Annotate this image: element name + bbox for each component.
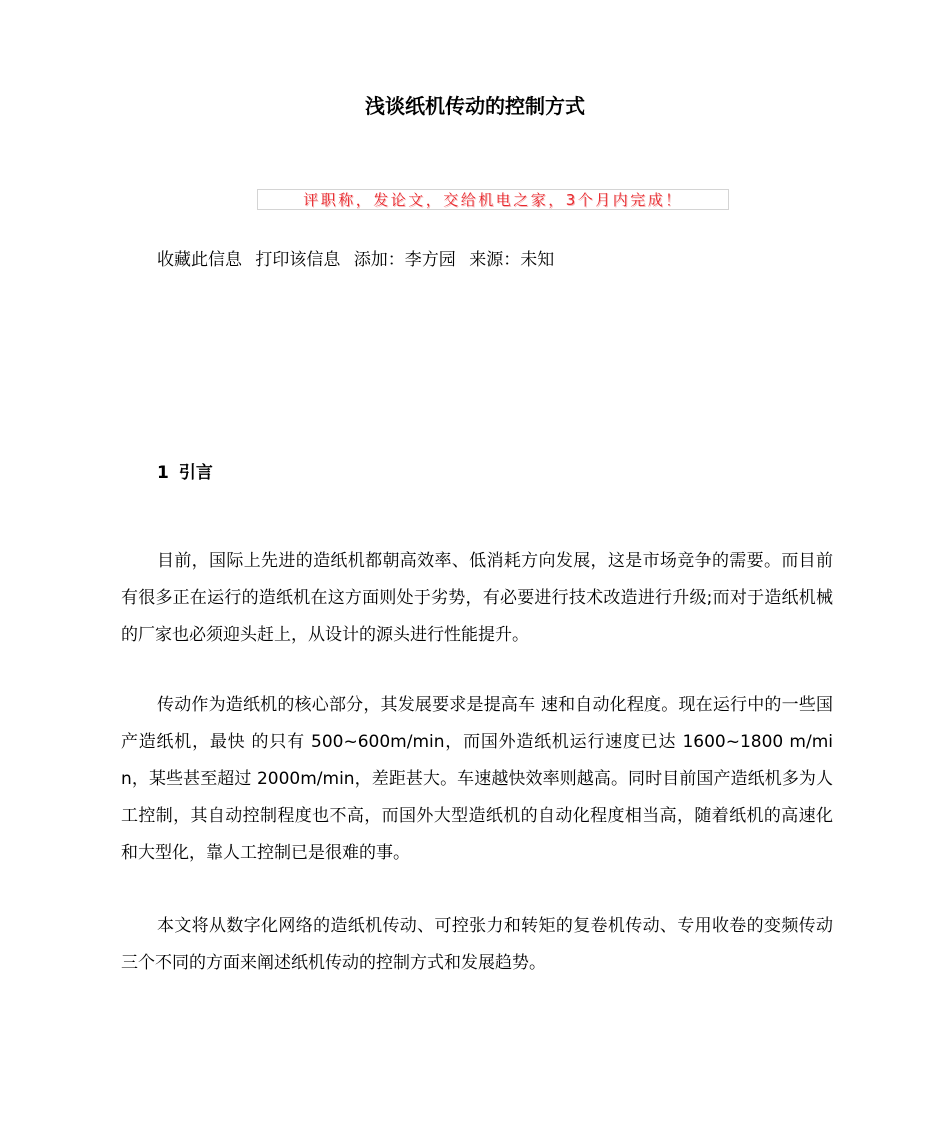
section-number: 1 xyxy=(157,463,169,483)
ad-banner-text[interactable]: 评职称，发论文，交给机电之家，3个月内完成！ xyxy=(303,191,683,209)
print-link[interactable]: 打印该信息 xyxy=(255,250,341,270)
section-heading xyxy=(157,460,213,486)
paragraph: 传动作为造纸机的核心部分，其发展要求是提高车 速和自动化程度。现在运行中的一些国产造纸机，最快 的只有 500~600m/min，而国外造纸机运行速度已达 1600~1800 m/min，某些甚至超过 2000m/min，差距甚大。车速越快效率则越高。同时目前国产造纸机多为人工控制，其自动控制程度也不高，而国外大型造纸机的自动化程度相当高，随着纸机的高速化和大型化，靠人工控制已是很难的事。 xyxy=(121,695,833,863)
author-info: 添加：李方园 xyxy=(353,250,456,270)
favorite-link[interactable]: 收藏此信息 xyxy=(157,250,242,270)
document-title: 浅谈纸机传动的控制方式 xyxy=(365,94,585,118)
section-title: 引言 xyxy=(178,463,213,483)
source-info: 来源：未知 xyxy=(469,250,555,270)
ad-banner[interactable] xyxy=(257,189,729,210)
article-meta xyxy=(157,247,554,273)
paragraph: 目前，国际上先进的造纸机都朝高效率、低消耗方向发展，这是市场竞争的需要。而目前有很多正在运行的造纸机在这方面则处于劣势，有必要进行技术改造进行升级;而对于造纸机械的厂家也必须迎头赶上，从设计的源头进行性能提升。 xyxy=(121,551,833,645)
paragraph: 本文将从数字化网络的造纸机传动、可控张力和转矩的复卷机传动、专用收卷的变频传动三个不同的方面来阐述纸机传动的控制方式和发展趋势。 xyxy=(121,916,833,973)
